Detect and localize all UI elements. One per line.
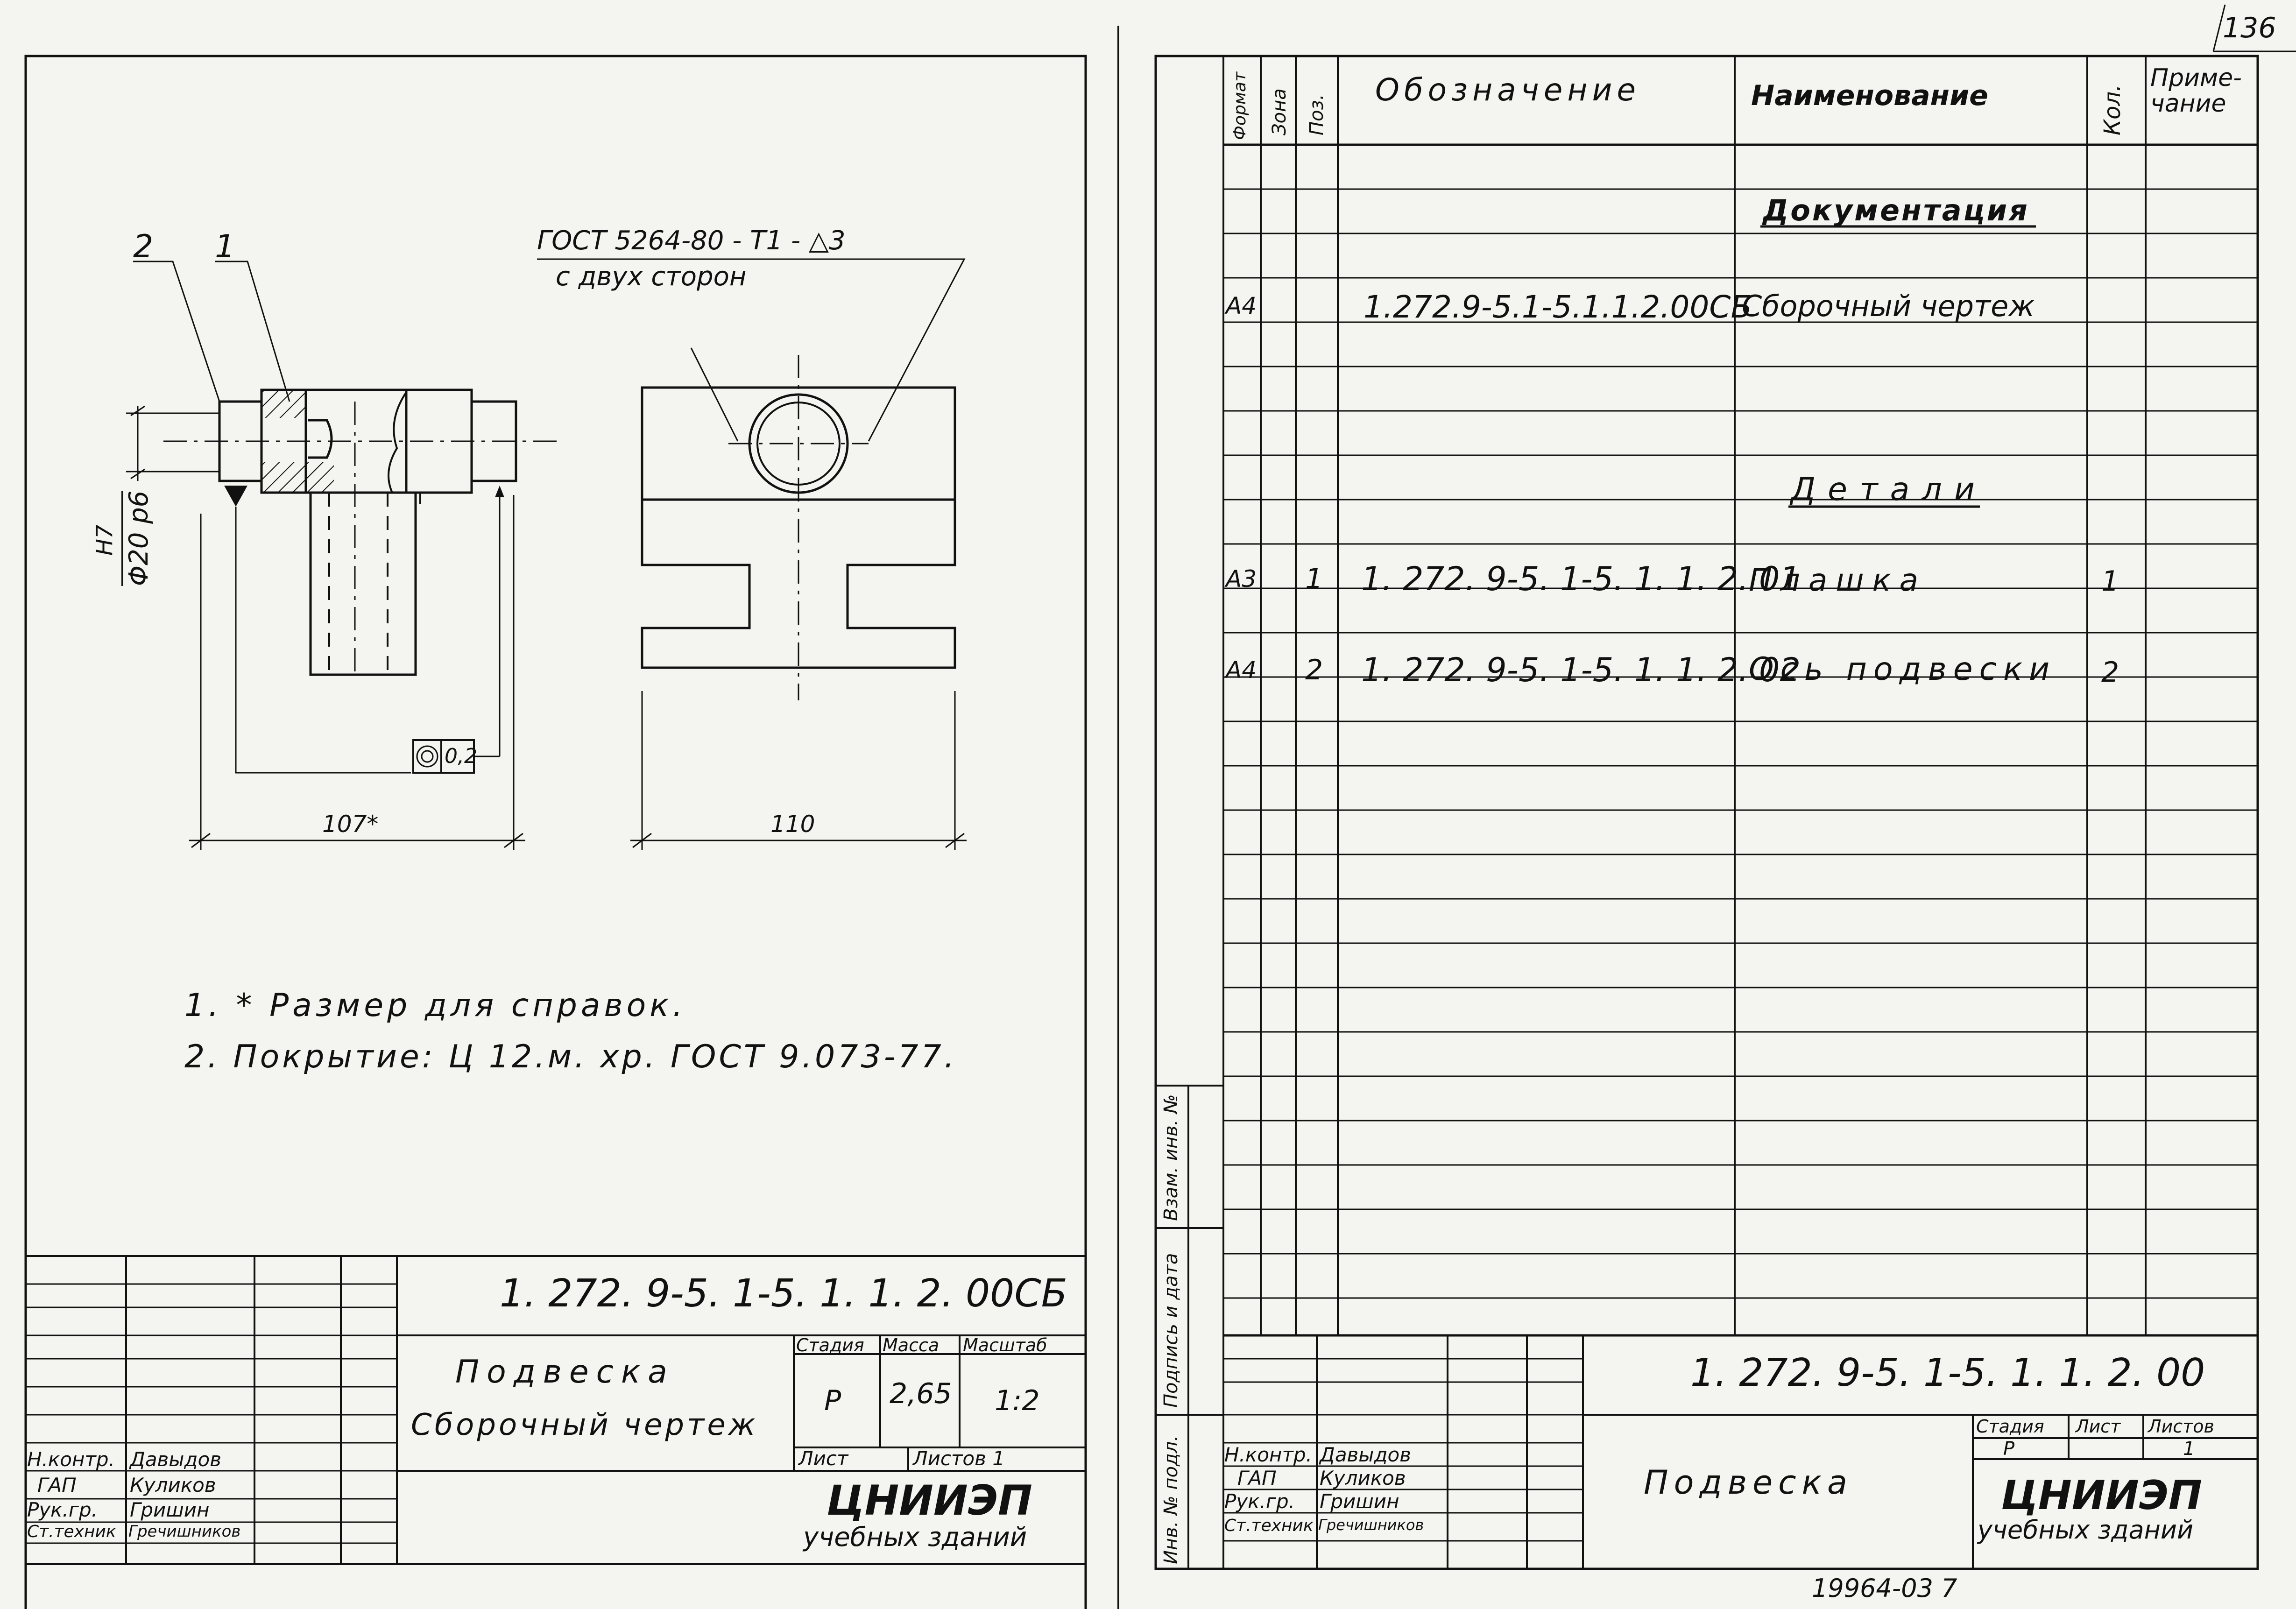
left-sheet-label: Лист <box>798 1447 848 1470</box>
row2-format: А3 <box>1226 565 1257 593</box>
right-signer-role-2: ГАП <box>1237 1467 1277 1489</box>
left-mass: 2,65 <box>890 1377 952 1410</box>
front-view <box>163 390 560 675</box>
spec-row-lines <box>1223 189 2258 1298</box>
right-signer-name-2: Куликов <box>1320 1467 1406 1489</box>
right-doc-code: 1. 272. 9-5. 1-5. 1. 1. 2. 00 <box>1690 1351 2205 1395</box>
note-2: 2. Покрытие: Ц 12.м. хр. ГОСТ 9.073-77. <box>184 1038 957 1075</box>
right-stage-label: Стадия <box>1976 1416 2044 1437</box>
left-signer-role-1: Н.контр. <box>27 1448 115 1471</box>
left-signer-name-1: Давыдов <box>130 1448 221 1471</box>
right-signer-role-3: Рук.гр. <box>1224 1490 1295 1513</box>
right-org-line1: ЦНИИЭП <box>2001 1472 2202 1519</box>
note-1: 1. * Размер для справок. <box>184 987 686 1024</box>
row2-pos: 1 <box>1305 563 1323 595</box>
left-signer-role-4: Ст.техник <box>27 1522 116 1541</box>
fit-top: H7 <box>92 524 118 556</box>
row1-format: А4 <box>1226 292 1257 319</box>
left-signer-role-2: ГАП <box>37 1474 77 1496</box>
bottom-code: 19964-03 7 <box>1812 1574 1957 1603</box>
header-note: Приме-чание <box>2150 64 2242 118</box>
row2-name: Плашка <box>1749 562 1927 598</box>
section-docs: Документация <box>1763 193 2029 227</box>
header-pos: Поз. <box>1306 94 1328 135</box>
left-name-line1: Подвеска <box>455 1354 675 1390</box>
row1-name: Сборочный чертеж <box>1742 289 2035 323</box>
left-sheets-label: Листов 1 <box>913 1447 1005 1470</box>
right-signer-role-4: Ст.техник <box>1224 1516 1314 1535</box>
side-label-replace: Взам. инв. № <box>1160 1094 1182 1221</box>
callout-part-1: 1 <box>215 228 235 265</box>
right-sheets-label: Листов <box>2148 1416 2214 1437</box>
side-label-inv: Инв. № подл. <box>1160 1435 1182 1564</box>
tolerance-value: 0,2 <box>445 744 477 768</box>
left-signer-role-3: Рук.гр. <box>27 1498 98 1521</box>
weld-note-line2: с двух сторон <box>556 261 747 292</box>
row2-designation: 1. 272. 9-5. 1-5. 1. 1. 2. 01 <box>1361 560 1801 598</box>
header-qty: Кол. <box>2099 84 2126 135</box>
left-signer-name-4: Гречишников <box>128 1522 241 1541</box>
row3-pos: 2 <box>1305 654 1323 686</box>
dim-right-width: 110 <box>770 811 815 838</box>
dim-left-width: 107* <box>322 811 379 838</box>
right-name: Подвеска <box>1644 1463 1853 1502</box>
weld-note-line1: ГОСТ 5264-80 - Т1 - △3 <box>537 226 846 256</box>
side-label-signdate: Подпись и дата <box>1160 1253 1182 1408</box>
left-doc-code: 1. 272. 9-5. 1-5. 1. 1. 2. 00СБ <box>500 1271 1067 1316</box>
row3-designation: 1. 272. 9-5. 1-5. 1. 1. 2. 02 <box>1361 651 1801 689</box>
spec-table-grid <box>1223 56 2258 1335</box>
right-signer-name-4: Гречишников <box>1318 1516 1424 1534</box>
left-scale: 1:2 <box>995 1384 1040 1417</box>
left-org-line2: учебных зданий <box>803 1522 1027 1553</box>
right-signer-role-1: Н.контр. <box>1224 1443 1312 1466</box>
left-signer-name-2: Куликов <box>130 1474 216 1496</box>
section-parts: Детали <box>1791 471 1987 508</box>
right-org-line2: учебных зданий <box>1978 1515 2194 1545</box>
row3-name: Ось подвески <box>1749 651 2056 688</box>
left-stage: Р <box>824 1384 841 1417</box>
right-stage: Р <box>2003 1438 2015 1460</box>
row3-qty: 2 <box>2101 656 2119 689</box>
header-name: Наименование <box>1751 79 1988 112</box>
left-mass-label: Масса <box>883 1335 940 1355</box>
left-org-line1: ЦНИИЭП <box>827 1476 1032 1524</box>
fit-label <box>92 476 156 588</box>
right-sheets: 1 <box>2183 1438 2195 1460</box>
row2-qty: 1 <box>2101 565 2119 598</box>
page-number: 136 <box>2223 12 2276 44</box>
fit-bottom: Φ20 p6 <box>121 491 152 586</box>
right-sheet-label: Лист <box>2076 1416 2121 1437</box>
right-signer-name-1: Давыдов <box>1320 1443 1411 1466</box>
header-designation: Обозначение <box>1375 72 1640 108</box>
side-view <box>642 355 955 700</box>
header-zone: Зона <box>1269 88 1290 135</box>
row3-format: А4 <box>1226 656 1257 684</box>
callout-part-2: 2 <box>133 228 154 265</box>
left-scale-label: Масштаб <box>963 1335 1047 1355</box>
row1-designation: 1.272.9-5.1-5.1.1.2.00СБ <box>1363 289 1752 325</box>
left-signer-name-3: Гришин <box>130 1498 210 1521</box>
header-format: Формат <box>1230 71 1250 140</box>
right-sheet-frame <box>1156 56 2258 1569</box>
left-name-line2: Сборочный чертеж <box>411 1408 758 1442</box>
right-signer-name-3: Гришин <box>1320 1490 1399 1513</box>
left-stage-label: Стадия <box>796 1335 864 1355</box>
